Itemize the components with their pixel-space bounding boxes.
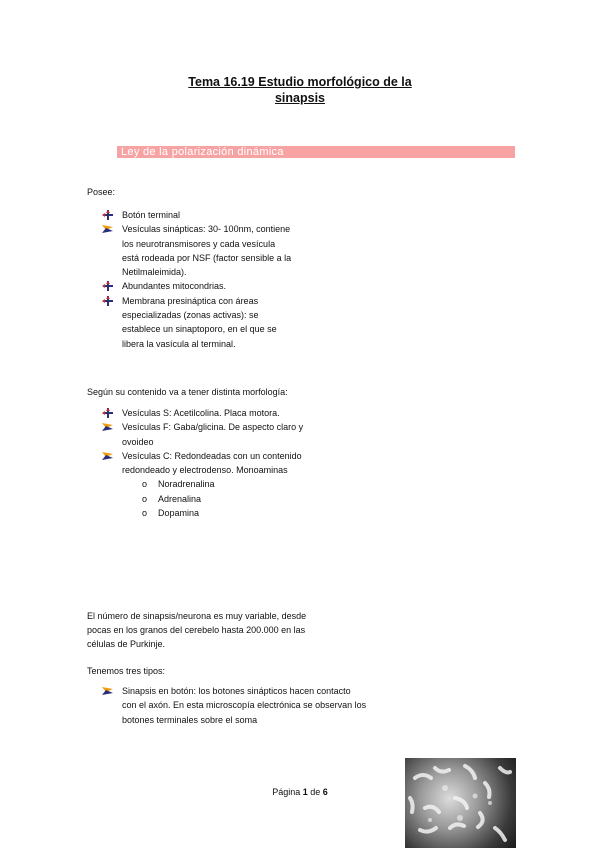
list-item-line: Netilmaleimida).: [122, 267, 187, 278]
arrow-bullet-icon: [102, 686, 114, 696]
title-line-1: Tema 16.19 Estudio morfológico de la: [188, 75, 412, 89]
list-item-line: está rodeada por NSF (factor sensible a la: [122, 252, 292, 263]
page-title: [150, 74, 450, 106]
list-item-line: Sinapsis en botón: los botones sinápticos hacen contacto: [122, 686, 351, 696]
list-item-line: con el axón. En esta microscopía electrónica se observan los: [122, 700, 367, 711]
tipos-list: [102, 684, 422, 727]
list-item-line: Abundantes mitocondrias.: [122, 281, 227, 292]
list-item: [102, 279, 352, 293]
list-item-line: Vesículas sinápticas: 30- 100nm, contiene: [122, 224, 291, 235]
list-item-line: libera la vasícula al terminal.: [122, 338, 236, 349]
cross-bullet-icon: [102, 281, 114, 291]
list-item-line: los neurotransmisores y cada vesícula: [122, 238, 276, 249]
sublist-marker: o: [142, 508, 148, 519]
paragraph-line: pocas en los granos del cerebelo hasta 200.000 en las: [87, 625, 306, 635]
sublist-item: [142, 492, 372, 506]
list-item-line: Botón terminal: [122, 210, 181, 220]
sublist-item-label: Noradrenalina: [158, 479, 215, 490]
list-item-line: especializadas (zonas activas): se: [122, 310, 259, 321]
morfologia-label: Según su contenido va a tener distinta morfología:: [87, 387, 288, 397]
cross-bullet-icon: [102, 210, 114, 220]
paragraph-line: células de Purkinje.: [87, 639, 166, 649]
paragraph-line: El número de sinapsis/neurona es muy variable, desde: [87, 611, 307, 621]
list-item-line: Vesículas S: Acetilcolina. Placa motora.: [122, 408, 280, 418]
footer-page-total: 6: [322, 787, 328, 797]
section-banner: Ley de la polarización dinámica: [117, 146, 515, 158]
morfologia-list: [102, 406, 372, 520]
posee-label: Posee:: [87, 187, 116, 197]
list-item-line: botones terminales sobre el soma: [122, 714, 258, 725]
arrow-bullet-icon: [102, 224, 114, 234]
sinapsis-paragraph: [87, 609, 407, 651]
sublist-marker: o: [142, 493, 148, 504]
page-footer: [240, 787, 360, 797]
list-item: [102, 420, 352, 449]
list-item: [102, 294, 352, 351]
tipos-label: Tenemos tres tipos:: [87, 666, 166, 676]
sublist-container: [102, 477, 372, 520]
list-item: [102, 449, 352, 478]
sublist-item: [142, 477, 372, 491]
cross-bullet-icon: [102, 296, 114, 306]
list-item: [102, 222, 352, 279]
arrow-bullet-icon: [102, 451, 114, 461]
title-line-2: sinapsis: [274, 91, 326, 105]
list-item-line: ovoideo: [122, 436, 154, 447]
sublist-item-label: Adrenalina: [158, 493, 202, 504]
list-item: [102, 208, 352, 222]
monoaminas-sublist: [142, 477, 372, 520]
footer-page-number: 1: [302, 787, 308, 797]
list-item-line: Membrana presináptica con áreas: [122, 295, 259, 306]
microscopy-image: [405, 758, 516, 848]
footer-prefix: Página: [272, 787, 303, 797]
posee-list: [102, 208, 352, 351]
footer-middle: de: [307, 787, 323, 797]
microscopy-texture: [405, 758, 516, 848]
list-item-line: redondeado y electrodenso. Monoaminas: [122, 465, 288, 476]
cross-bullet-icon: [102, 408, 114, 418]
list-item: [102, 406, 352, 420]
sublist-item-label: Dopamina: [158, 508, 200, 519]
sublist-item: [142, 506, 372, 520]
arrow-bullet-icon: [102, 422, 114, 432]
list-item-line: Vesículas F: Gaba/glicina. De aspecto claro y: [122, 422, 304, 433]
list-item: [102, 684, 422, 727]
list-item-line: establece un sinaptoporo, en el que se: [122, 324, 277, 335]
list-item-line: Vesículas C: Redondeadas con un contenido: [122, 450, 302, 461]
sublist-marker: o: [142, 479, 148, 490]
